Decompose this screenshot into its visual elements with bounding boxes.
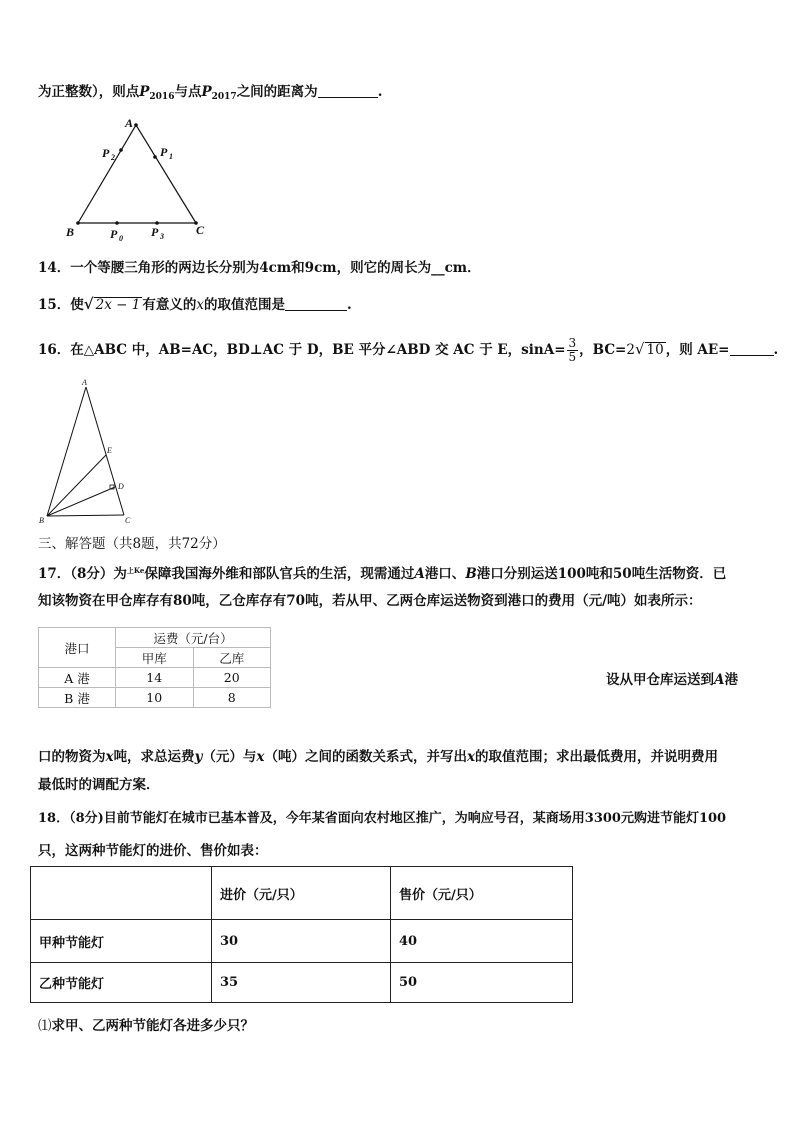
- question-15: 15．使√ 2x − 1 有意义的x的取值范围是 .: [38, 295, 352, 313]
- question-16: 16．在△ABC 中，AB=AC，BD⊥AC 于 D，BE 平分∠ABD 交 AC 于 E，sinA= $\frac{3}{5}$ ，BC=2√ 10 ，则 AE= .: [38, 336, 779, 364]
- q18-line-2: 只，这两种节能灯的进价、售价如表：: [38, 843, 268, 859]
- triangle-figure-1: [60, 110, 220, 245]
- svg-text:2: 2: [111, 153, 115, 162]
- table-row: 乙种节能灯 35 50: [31, 963, 573, 1003]
- svg-text:1: 1: [169, 152, 173, 161]
- table-header-row: 进价（元/只） 售价（元/只）: [31, 867, 573, 920]
- q17-line-1: 17．（8分）为$^{上Ke}$保障我国海外维和部队官兵的生活，现需通过A港口、B港口分别运送100吨和50吨生活物资．已: [38, 566, 727, 582]
- label-b: B: [39, 516, 44, 525]
- header-col2: 乙库: [193, 648, 271, 668]
- header-col1: 甲库: [116, 648, 194, 668]
- label-p2: P: [102, 146, 110, 160]
- sqrt-sign: √: [634, 340, 645, 358]
- triangle-figure-2: [36, 375, 146, 527]
- fraction-3-5: $\frac{3}{5}$: [568, 336, 577, 364]
- answer-blank: [318, 83, 378, 98]
- label-c: C: [125, 516, 131, 525]
- label-p1: P: [160, 145, 168, 159]
- q18-sub-question-1: ⑴求甲、乙两种节能灯各进多少只？: [38, 1018, 254, 1034]
- q17-fee-table: [38, 627, 271, 708]
- label-d: D: [118, 482, 124, 491]
- header-port: 港口: [39, 628, 116, 668]
- segment-bd: [47, 487, 115, 516]
- q18-price-table: [30, 866, 573, 1003]
- label-p3: P: [151, 225, 159, 239]
- header-fee: 运费（元/台）: [116, 628, 271, 648]
- section-title: 三、解答题（共8题，共72分）: [38, 536, 226, 552]
- label-e: E: [107, 446, 112, 455]
- q17-line-2: 知该物资在甲仓库存有80吨，乙仓库存有70吨，若从甲、乙两仓库运送物资到港口的费用（元/吨）如表所示：: [38, 593, 702, 609]
- side-ac: [136, 125, 196, 223]
- question-14: 14．一个等腰三角形的两边长分别为4cm和9cm，则它的周长为__cm．: [38, 260, 481, 276]
- label-b: B: [66, 225, 75, 239]
- svg-text:3: 3: [160, 232, 164, 241]
- q17-side-text: 设从甲仓库运送到A港: [606, 672, 738, 688]
- svg-text:0: 0: [119, 234, 123, 243]
- label-c: C: [196, 223, 205, 237]
- label-a: A: [125, 116, 134, 130]
- table-row: 甲种节能灯 30 40: [31, 920, 573, 963]
- q17-line-3: 口的物资为x吨，求总运费y（元）与x（吨）之间的函数关系式，并写出x的取值范围；求出最低费用，并说明费用: [38, 749, 719, 765]
- sqrt-sign: √: [83, 295, 94, 313]
- q13-tail-line: 为正整数），则点$P_{2016}$与点$P_{2017}$之间的距离为 .: [38, 84, 383, 102]
- side-ab: [78, 125, 136, 223]
- table-row: B 港 10 8: [39, 688, 271, 708]
- answer-blank: [730, 341, 774, 356]
- table-row: A 港 14 20: [39, 668, 271, 688]
- q18-line-1: 18．（8分)目前节能灯在城市已基本普及，今年某省面向农村地区推广，为响应号召，某商场用3300元购进节能灯100: [38, 811, 727, 826]
- label-a: A: [82, 378, 87, 387]
- q17-line-4: 最低时的调配方案．: [38, 777, 160, 793]
- label-p0: P: [110, 227, 118, 241]
- answer-blank: [285, 296, 347, 311]
